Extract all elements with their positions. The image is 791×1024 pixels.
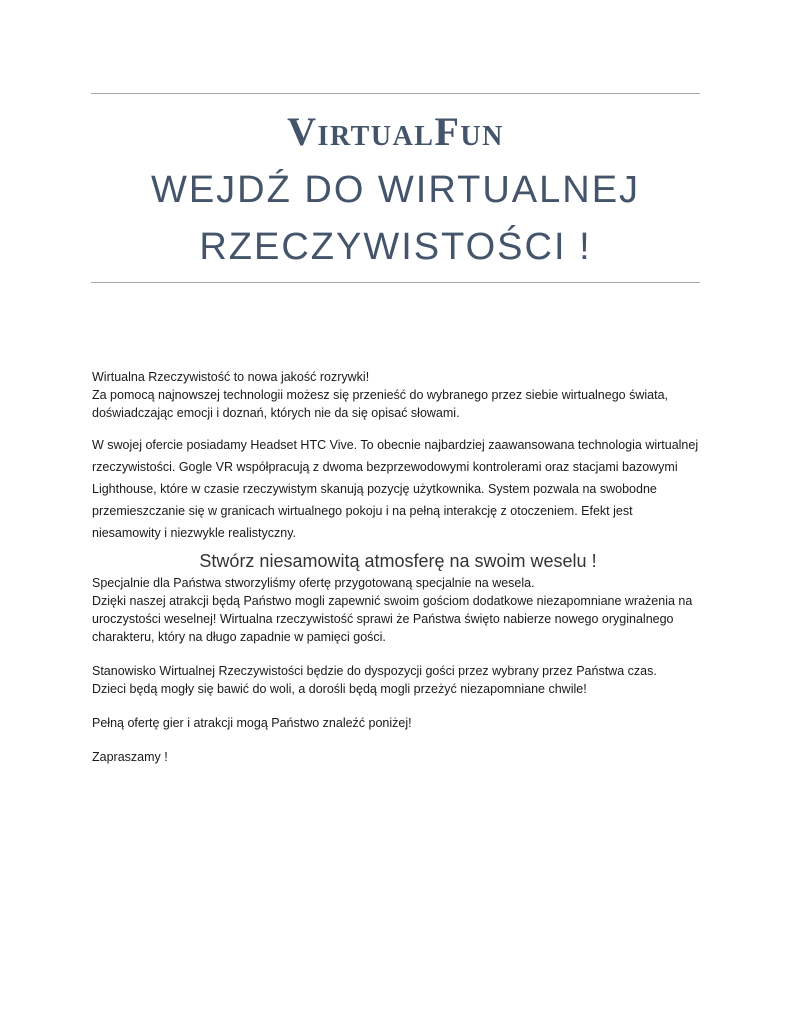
spacer xyxy=(92,646,704,662)
brand-title: VirtualFun xyxy=(287,109,504,154)
offer-line: przemieszczanie się w granicach wirtualnego pokoju i na pełną interakcję z otoczeniem. Efekt jest xyxy=(92,504,633,518)
headline-line-2: RZECZYWISTOŚCI ! xyxy=(199,226,592,268)
intro-line: Wirtualna Rzeczywistość to nowa jakość rozrywki! xyxy=(92,370,370,384)
headline xyxy=(91,162,700,276)
spacer xyxy=(92,732,704,748)
document-body xyxy=(92,368,704,766)
station-line: Stanowisko Wirtualnej Rzeczywistości będzie do dyspozycji gości przez wybrany przez Państwa czas. xyxy=(92,664,657,678)
wedding-line: charakteru, który na długo zapadnie w pamięci gości. xyxy=(92,630,386,644)
intro-paragraph xyxy=(92,368,704,422)
offer-line: niesamowity i niezwykle realistyczny. xyxy=(92,526,296,540)
spacer xyxy=(92,422,704,434)
offer-paragraph xyxy=(92,434,704,544)
offer-note: Pełną ofertę gier i atrakcji mogą Państwo znaleźć poniżej! xyxy=(92,716,412,730)
headline-line-1: WEJDŹ DO WIRTUALNEJ xyxy=(150,169,641,211)
closing-invite: Zapraszamy ! xyxy=(92,750,168,764)
station-line: Dzieci będą mogły się bawić do woli, a dorośli będą mogli przeżyć niezapomniane chwile! xyxy=(92,682,587,696)
spacer xyxy=(92,698,704,714)
wedding-line: Dzięki naszej atrakcji będą Państwo mogli zapewnić swoim gościom dodatkowe niezapomniane wrażenia na xyxy=(92,594,693,608)
document-header xyxy=(91,104,700,276)
offer-line: rzeczywistości. Gogle VR współpracują z dwoma bezprzewodowymi kontrolerami oraz stacjami bazowymi xyxy=(92,460,678,474)
offer-line: Lighthouse, które w czasie rzeczywistym skanują pozycję użytkownika. System pozwala na swobodne xyxy=(92,482,657,496)
wedding-line: Specjalnie dla Państwa stworzyliśmy ofertę przygotowaną specjalnie na wesela. xyxy=(92,576,535,590)
wedding-paragraph xyxy=(92,574,704,646)
wedding-line: uroczystości weselnej! Wirtualna rzeczywistość sprawi że Państwa święto nabierze nowego oryginalnego xyxy=(92,612,674,626)
intro-line: doświadczając emocji i doznań, których nie da się opisać słowami. xyxy=(92,406,460,420)
bottom-divider xyxy=(91,282,700,283)
wedding-heading: Stwórz niesamowitą atmosferę na swoim weselu ! xyxy=(199,551,597,571)
station-paragraph xyxy=(92,662,704,698)
intro-line: Za pomocą najnowszej technologii możesz się przenieść do wybranego przez siebie wirtualnego świata, xyxy=(92,388,668,402)
offer-line: W swojej ofercie posiadamy Headset HTC Vive. To obecnie najbardziej zaawansowana technologia wirtualnej xyxy=(92,438,699,452)
top-divider xyxy=(91,93,700,94)
